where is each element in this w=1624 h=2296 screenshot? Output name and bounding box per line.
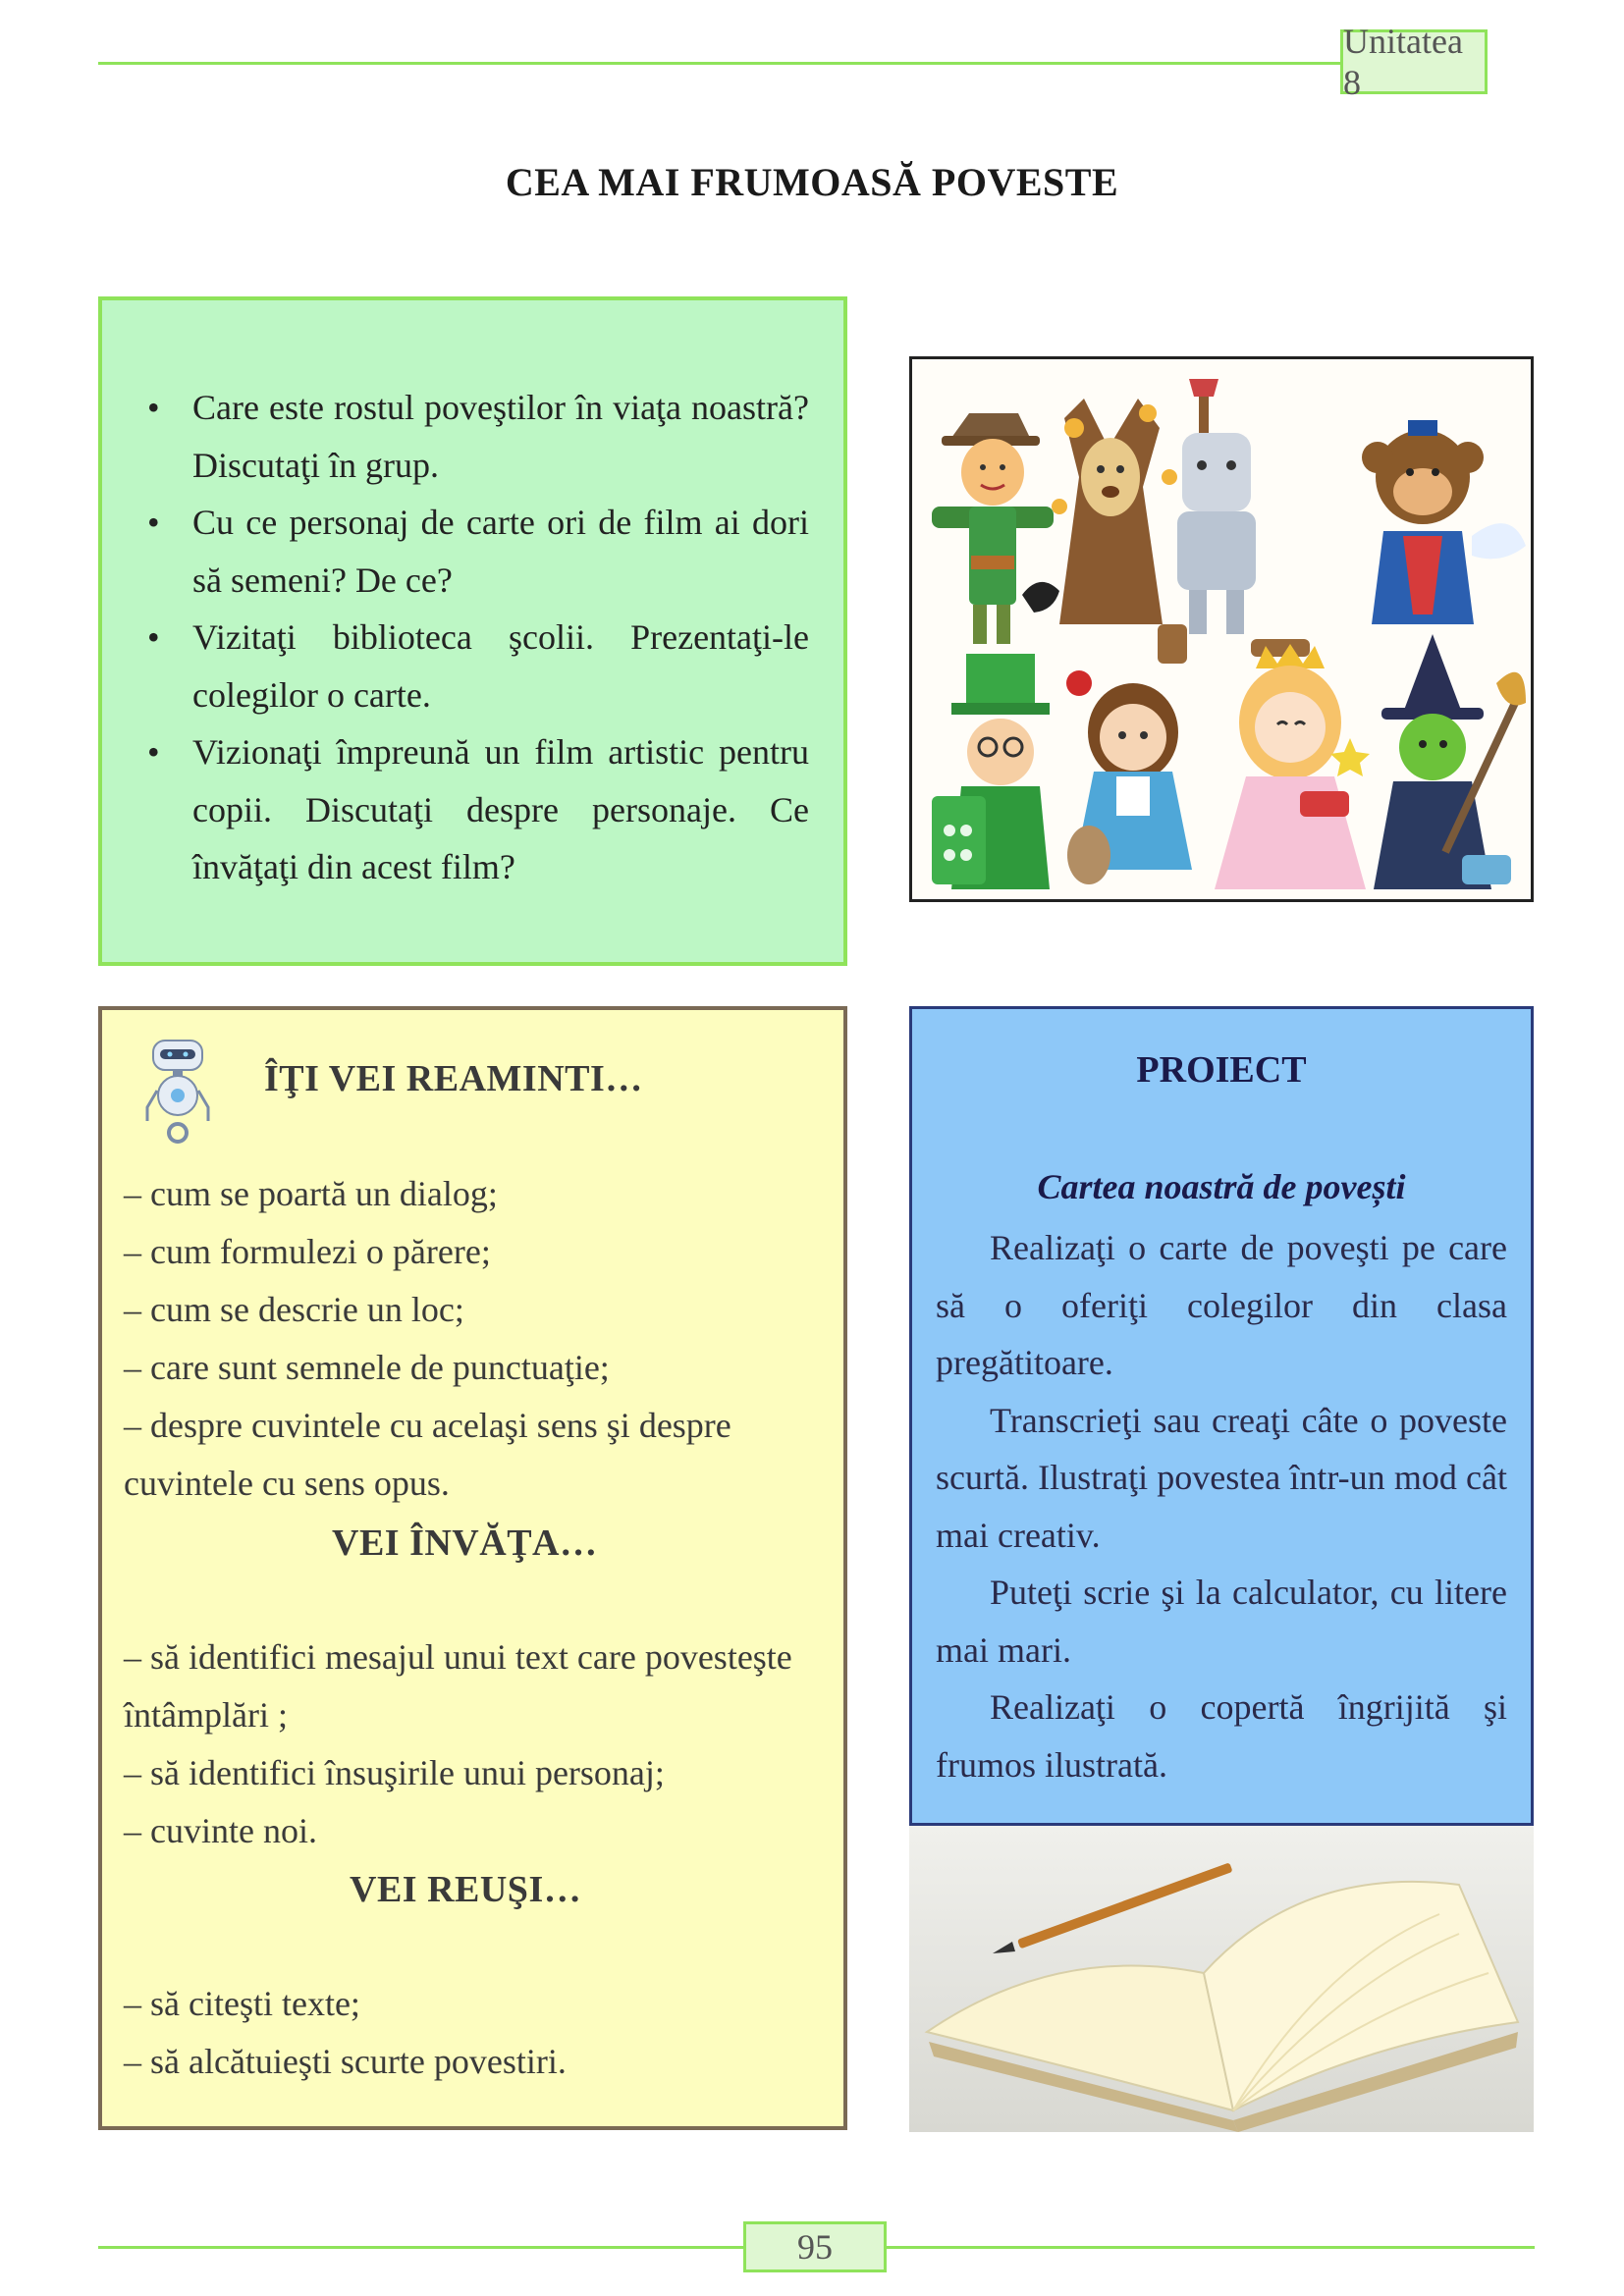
remember-item: – despre cuvintele cu acelaşi sens şi despre	[124, 1406, 731, 1445]
discussion-item: • Vizitaţi biblioteca şcolii. Prezentaţi-le colegilor o carte.	[141, 609, 809, 723]
remember-item: – cum se poartă un dialog;	[124, 1174, 498, 1213]
bullet-icon: •	[147, 503, 160, 542]
page-title: CEA MAI FRUMOASĂ POVESTE	[505, 160, 1119, 204]
discussion-list	[141, 379, 809, 896]
girl-with-dog-icon	[1066, 670, 1192, 884]
learn-item: – să identifici însuşirile unui personaj;	[124, 1753, 665, 1792]
book-photo	[909, 1826, 1534, 2132]
remember-item: – care sunt semnele de punctuaţie;	[124, 1348, 610, 1387]
succeed-heading: VEI REUŞI…	[350, 1869, 582, 1910]
robot-icon	[143, 1037, 212, 1147]
succeed-item: – să citeşti texte;	[124, 1984, 360, 2023]
project-body	[936, 1219, 1507, 1793]
tree-lion-icon	[1052, 399, 1177, 624]
remember-item: – cum formulezi o părere;	[124, 1232, 491, 1271]
discussion-box	[98, 296, 847, 966]
project-paragraph: Realizaţi o copertă îngrijită şi frumos ilustrată.	[936, 1687, 1507, 1785]
footer-rule-right	[887, 2246, 1535, 2249]
scarecrow-icon	[932, 413, 1059, 644]
winged-monkey-icon	[1362, 420, 1526, 624]
discussion-item: • Cu ce personaj de carte ori de film ai dori să semeni? De ce?	[141, 494, 809, 609]
project-paragraph: Puteţi scrie şi la calculator, cu litere mai mari.	[936, 1573, 1507, 1670]
characters-illustration	[909, 356, 1534, 902]
objectives-box	[98, 1006, 847, 2130]
learn-item: – cuvinte noi.	[124, 1811, 317, 1850]
remember-item: – cum se descrie un loc;	[124, 1290, 464, 1329]
discussion-item: • Care este rostul poveştilor în viaţa noastră? Discutaţi în grup.	[141, 379, 809, 494]
witch-icon	[1374, 634, 1526, 889]
footer-rule-left	[98, 2246, 743, 2249]
project-heading: PROIECT	[1136, 1049, 1307, 1091]
princess-icon	[1215, 644, 1370, 889]
fairy-tale-characters-icon	[912, 359, 1531, 899]
learn-item: întâmplări ;	[124, 1695, 288, 1735]
project-paragraph: Transcrieţi sau creaţi câte o poveste scurtă. Ilustraţi povestea într-un mod cât mai creativ.	[936, 1400, 1507, 1555]
header-rule	[98, 62, 1340, 65]
bullet-icon: •	[147, 388, 160, 427]
green-hat-character-icon	[932, 654, 1050, 889]
project-box	[909, 1006, 1534, 1826]
remember-item: cuvintele cu sens opus.	[124, 1464, 450, 1503]
open-book-with-pencil-icon	[909, 1826, 1534, 2132]
succeed-item: – să alcătuieşti scurte povestiri.	[124, 2042, 567, 2081]
learn-item: – să identifici mesajul unui text care povesteşte	[124, 1637, 792, 1677]
unit-badge: Unitatea 8	[1340, 29, 1488, 94]
tin-man-icon	[1158, 379, 1310, 664]
learn-heading: VEI ÎNVĂŢA…	[332, 1522, 598, 1564]
bullet-icon: •	[147, 617, 160, 657]
page-number: 95	[743, 2221, 887, 2272]
discussion-item: • Vizionaţi împreună un film artistic pentru copii. Discutaţi despre personaje. Ce învăţaţi din acest film?	[141, 723, 809, 896]
remember-heading: ÎŢI VEI REAMINTI…	[264, 1058, 643, 1099]
project-subtitle: Cartea noastră de povești	[1037, 1167, 1406, 1206]
bullet-icon: •	[147, 732, 160, 772]
project-paragraph: Realizaţi o carte de poveşti pe care să o oferiţi colegilor din clasa pregătitoare.	[936, 1228, 1507, 1382]
